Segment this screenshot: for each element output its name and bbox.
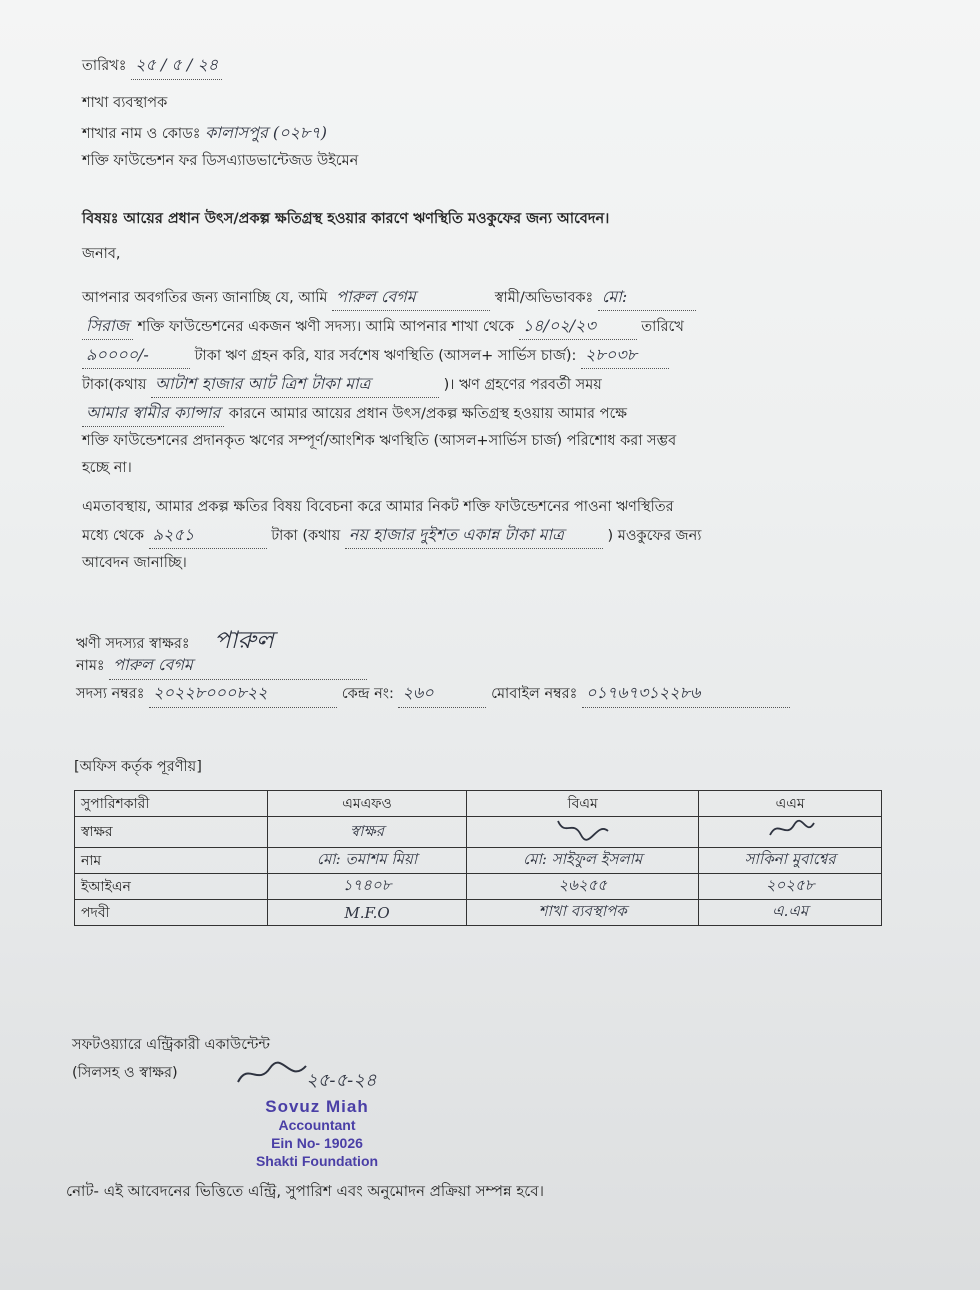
body1-text-1: আপনার অবগতির জন্য জানাচ্ছি যে, আমি: [82, 290, 328, 306]
office-use-caption: [অফিস কর্তৃক পূরণীয়]: [74, 759, 202, 775]
stamp-name: Sovuz Miah: [265, 1097, 369, 1116]
body2-text-3: টাকা (কথায়: [271, 528, 341, 544]
row-label-designation: পদবী: [75, 900, 268, 926]
accountant-stamp: [222, 1098, 412, 1170]
body2-text-2: মধ্যে থেকে: [82, 528, 145, 544]
table-header-row: [75, 791, 882, 817]
row-label-ein: ইআইএন: [75, 874, 268, 900]
loan-amount: ৯০০০০/-: [82, 341, 190, 369]
member-number: ২০২২৮০০০৮২২: [149, 680, 337, 708]
body2-text-5: আবেদন জানাচ্ছি।: [82, 555, 187, 571]
balance-in-words: আটাশ হাজার আট ত্রিশ টাকা মাত্র: [151, 370, 439, 398]
body2-text-1: এমতাবস্থায়, আমার প্রকল্প ক্ষতির বিষয় বিবেচনা করে আমার নিকট শক্তি ফাউন্ডেশনের পাওনা ঋণস্থিতির: [82, 499, 674, 515]
guardian-name-part1: মো:: [598, 283, 696, 311]
branch-value: কালাসপুর (০২৮৭): [205, 123, 327, 142]
body1-text-8: কারনে আমার আয়ের প্রধান উৎস/প্রকল্প ক্ষতিগ্রস্থ হওয়ায় আমার পক্ষে: [228, 406, 628, 422]
center-number: ২৬০: [398, 680, 486, 708]
cell-mfo-signature: স্বাক্ষর: [268, 817, 467, 848]
body1-text-2: স্বামী/অভিভাবকঃ: [494, 290, 594, 306]
body1-text-10: হচ্ছে না।: [82, 460, 132, 476]
header-bm: বিএম: [467, 791, 699, 817]
member-number-label: সদস্য নম্বরঃ: [76, 686, 145, 702]
body1-text-9: শক্তি ফাউন্ডেশনের প্রদানকৃত ঋণের সম্পূর্ণ/আংশিক ঋণস্থিতি (আসল+সার্ভিস চার্জ) পরিশোধ করা সম্ভব: [82, 433, 677, 449]
guardian-name-part2: সিরাজ: [82, 312, 133, 340]
body1-text-6: টাকা(কথায়: [82, 377, 147, 393]
waive-amount: ৯২৫১: [149, 521, 267, 549]
applicant-name-inline: পারুল বেগম: [332, 283, 490, 311]
subject-line: বিষয়ঃ আয়ের প্রধান উৎস/প্রকল্প ক্ষতিগ্রস্থ হওয়ার কারণে ঋণস্থিতি মওকুফের জন্য আবেদন।: [82, 211, 610, 227]
organization-name: শক্তি ফাউন্ডেশন ফর ডিসএ্যাডভান্টেজড উইমেন: [82, 153, 359, 169]
header-recommender: সুপারিশকারী: [75, 791, 268, 817]
cell-bm-designation: শাখা ব্যবস্থাপক: [467, 900, 699, 926]
body-paragraph-2: [82, 494, 702, 577]
date-value: ২৫ / ৫ / ২৪: [131, 52, 222, 80]
mobile-number-label: মোবাইল নম্বরঃ: [491, 686, 578, 702]
applicant-signature-label: ঋণী সদস্যর স্বাক্ষরঃ: [76, 636, 190, 652]
body1-text-3: শক্তি ফাউন্ডেশনের একজন ঋণী সদস্য। আমি আপনার শাখা থেকে: [137, 319, 515, 335]
cell-am-name: সাকিনা মুবাশ্বের: [699, 848, 882, 874]
table-row: [75, 874, 882, 900]
header-am: এএম: [699, 791, 882, 817]
stamp-role: Accountant: [278, 1117, 356, 1133]
loan-date: ১৪/০২/২৩: [519, 312, 637, 340]
am-signature-scribble: [760, 817, 820, 843]
cell-mfo-designation: M.F.O: [268, 900, 467, 926]
waive-in-words: নয় হাজার দুইশত একান্ন টাকা মাত্র: [345, 521, 603, 549]
accountant-signature-date: ২৫-৫-২৪: [306, 1070, 377, 1091]
recipient: শাখা ব্যবস্থাপক: [82, 95, 168, 111]
body2-text-4: ) মওকুফের জন্য: [607, 528, 702, 544]
body1-text-5: টাকা ঋণ গ্রহন করি, যার সর্বশেষ ঋণস্থিতি (আসল+ সার্ভিস চার্জ):: [194, 348, 577, 364]
salutation: জনাব,: [82, 246, 121, 262]
table-row: [75, 817, 882, 848]
accountant-seal-note: (সিলসহ ও স্বাক্ষর): [72, 1065, 178, 1081]
applicant-name: পারুল বেগম: [109, 652, 367, 680]
table-row: [75, 900, 882, 926]
accountant-title: সফটওয়্যারে এন্ট্রিকারী একাউন্টেন্ট: [72, 1037, 270, 1053]
bm-signature-scribble: [553, 817, 613, 843]
row-label-signature: স্বাক্ষর: [75, 817, 268, 848]
applicant-name-label: নামঃ: [76, 658, 105, 674]
office-approval-table: [74, 790, 882, 926]
cell-bm-signature: [467, 817, 699, 848]
cell-bm-ein: ২৬২৫৫: [467, 874, 699, 900]
applicant-signature: পারুল: [214, 626, 274, 654]
cell-mfo-ein: ১৭৪০৮: [268, 874, 467, 900]
center-number-label: কেন্দ্র নং:: [341, 686, 394, 702]
table-row: [75, 848, 882, 874]
header-mfo: এমএফও: [268, 791, 467, 817]
cell-am-signature: [699, 817, 882, 848]
footer-note: নোট- এই আবেদনের ভিত্তিতে এন্ট্রি, সুপারিশ এবং অনুমোদন প্রক্রিয়া সম্পন্ন হবে।: [66, 1182, 544, 1200]
damage-reason: আমার স্বামীর ক্যান্সার: [82, 399, 224, 427]
date-label: তারিখঃ: [82, 58, 127, 74]
cell-am-ein: ২০২৫৮: [699, 874, 882, 900]
branch-label: শাখার নাম ও কোডঃ: [82, 126, 201, 142]
mobile-number: ০১৭৬৭৩১২২৮৬: [582, 680, 790, 708]
cell-am-designation: এ.এম: [699, 900, 882, 926]
body1-text-4: তারিখে: [641, 319, 684, 335]
row-label-name: নাম: [75, 848, 268, 874]
applicant-name-line: [76, 652, 367, 680]
stamp-ein: Ein No- 19026: [271, 1135, 363, 1151]
loan-balance: ২৮০৩৮: [581, 341, 669, 369]
cell-mfo-name: মো: তমাশম মিয়া: [268, 848, 467, 874]
applicant-ids-line: [76, 680, 790, 708]
cell-bm-name: মো: সাইফুল ইসলাম: [467, 848, 699, 874]
date-line: [82, 52, 222, 80]
stamp-org: Shakti Foundation: [255, 1153, 379, 1169]
accountant-signature-scribble: [232, 1056, 312, 1092]
branch-line: [82, 120, 327, 147]
body1-text-7: )। ঋণ গ্রহণের পরবর্তী সময়: [443, 377, 602, 393]
body-paragraph-1: [82, 283, 696, 482]
